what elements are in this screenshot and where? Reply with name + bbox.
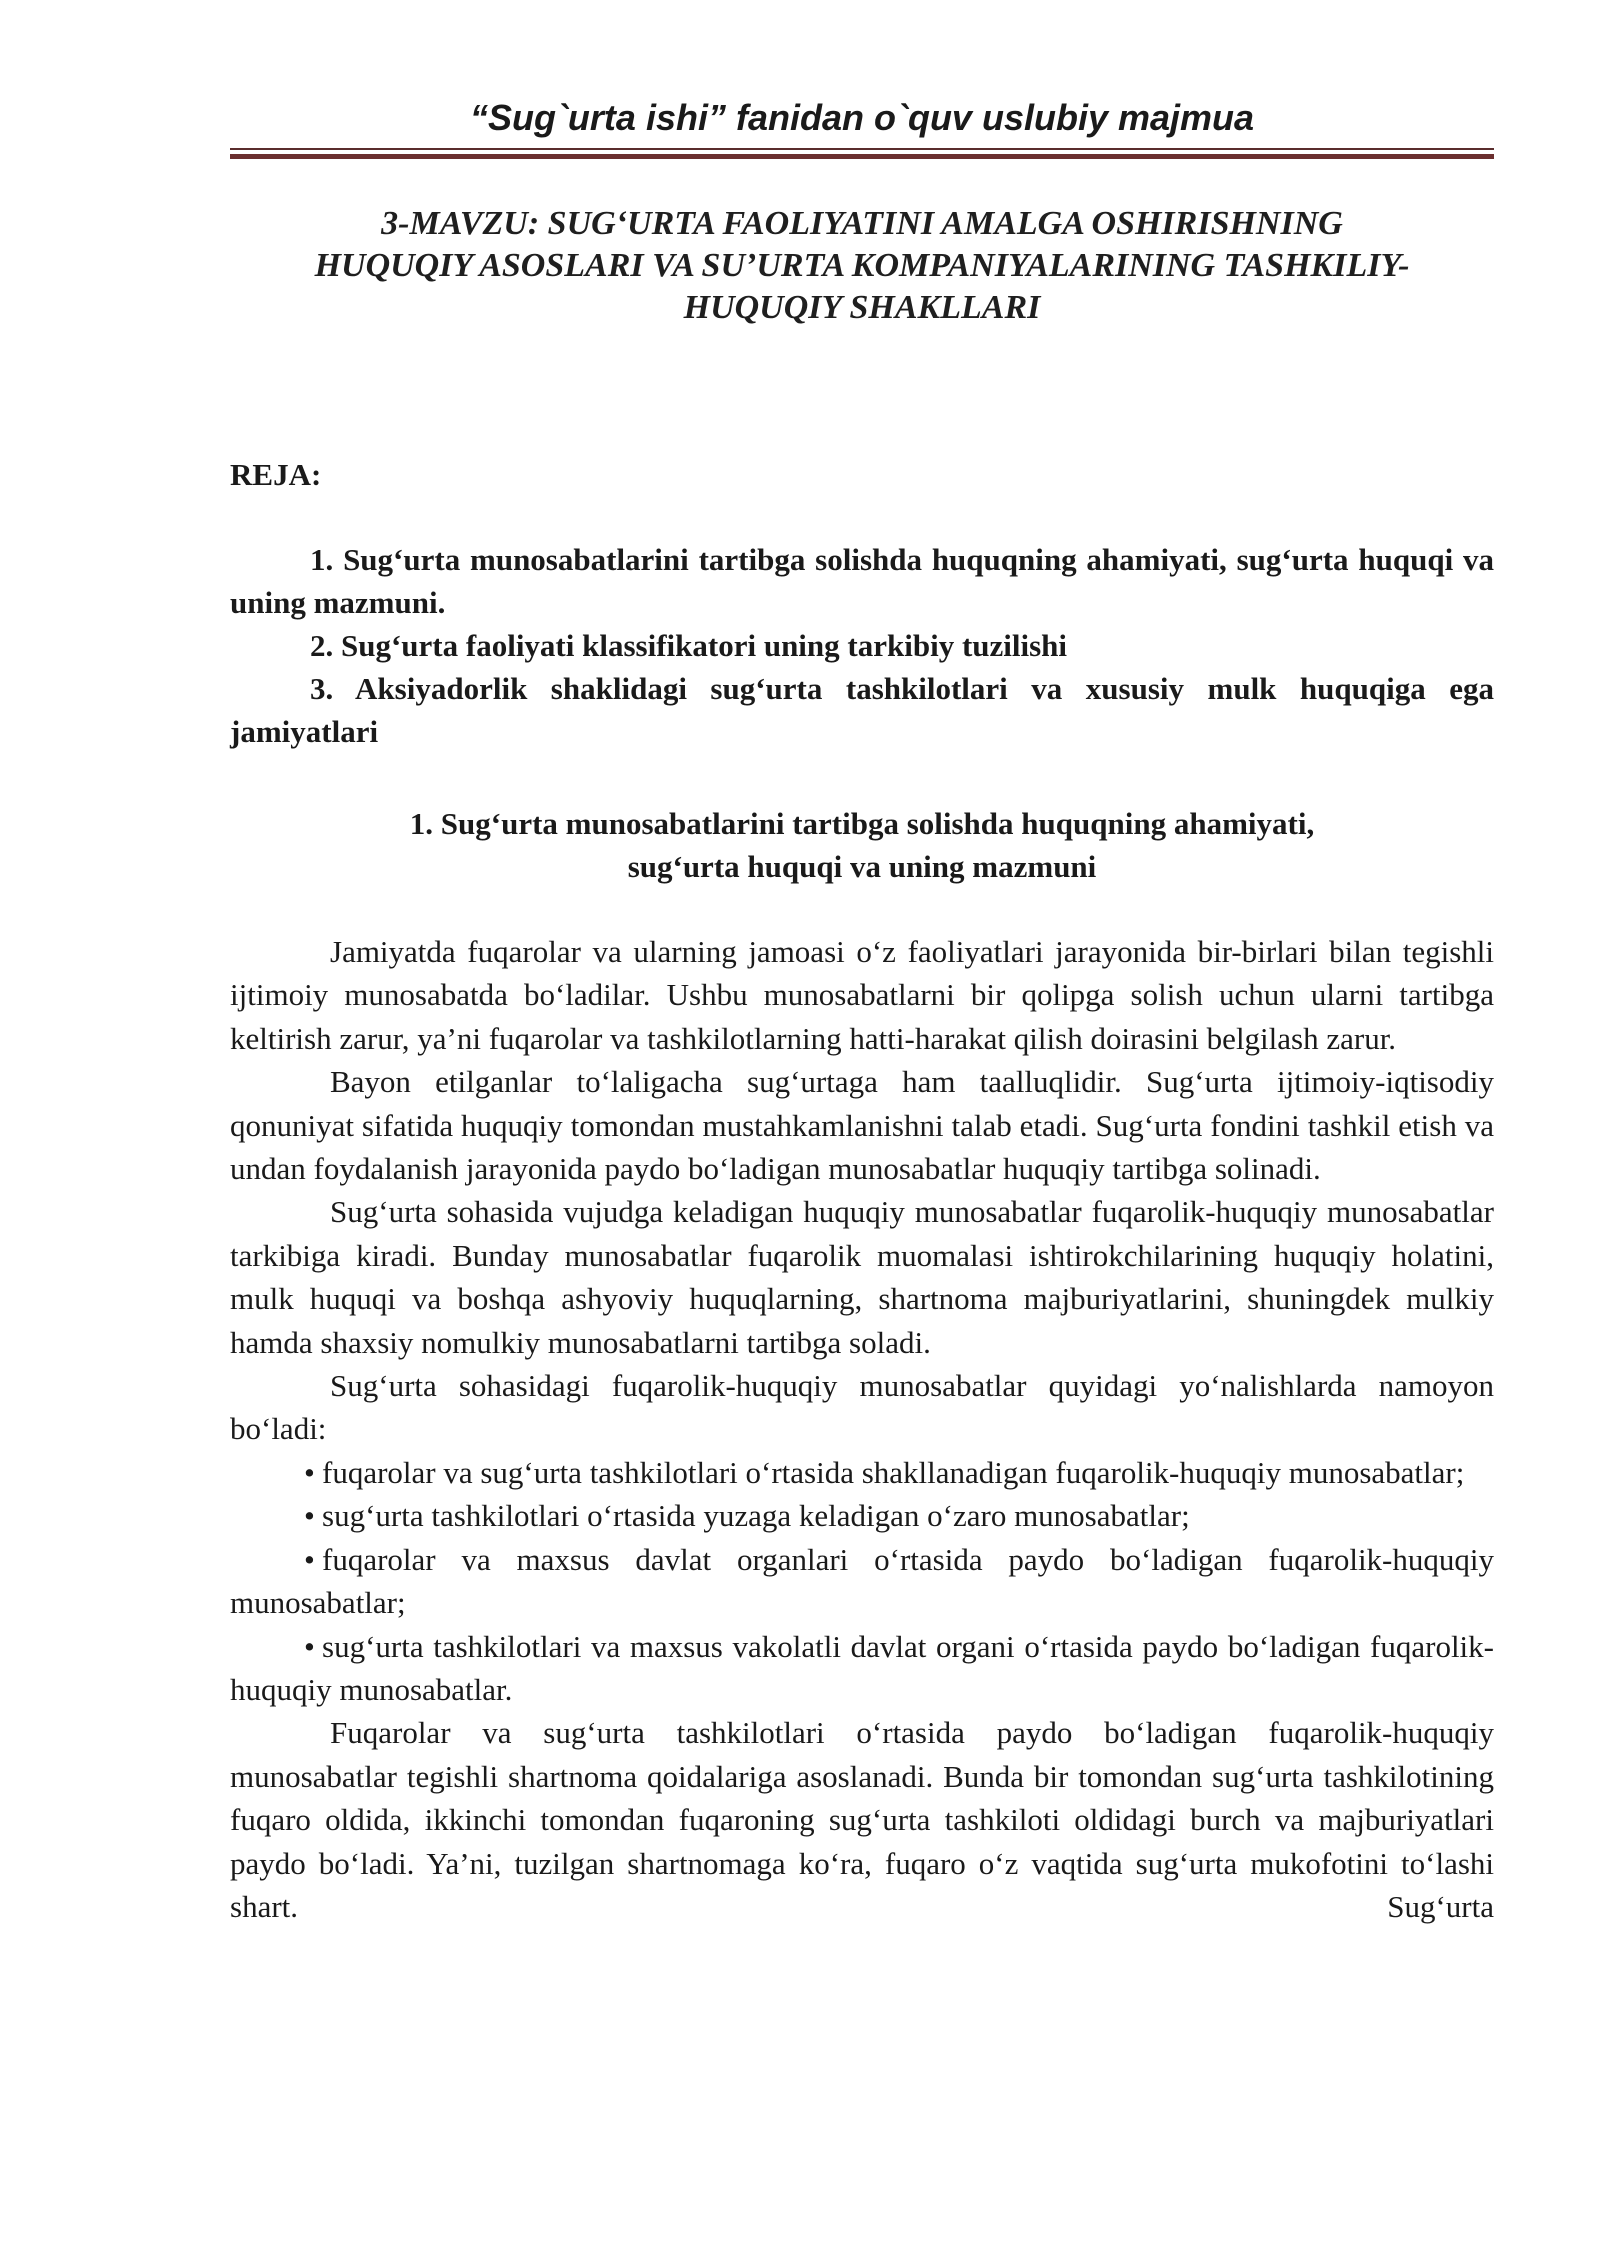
bullet-dot-icon: •: [304, 1454, 315, 1490]
header-rule-thin: [230, 148, 1494, 150]
plan-item: 2. Sug‘urta faoliyati klassifikatori uning tarkibiy tuzilishi: [310, 628, 1068, 663]
paragraph: Sug‘urta sohasidagi fuqarolik-huquqiy munosabatlar quyidagi yo‘nalishlarda namoyon bo‘ladi:: [230, 1368, 1494, 1447]
plan-list: [230, 538, 1494, 753]
paragraph: Sug‘urta sohasida vujudga keladigan huquqiy munosabatlar fuqarolik-huquqiy munosabatlar tarkibiga kiradi. Bunday munosabatlar fuqarolik muomalasi ishtirokchilarining huquqiy holatini, mulk huquqi va boshqa ashyoviy huquqlarning, shartnoma majburiyatlarini, shuningdek mulkiy hamda shaxsiy nomulkiy munosabatlarni tartibga soladi.: [230, 1194, 1494, 1360]
section-heading-line: sug‘urta huquqi va uning mazmuni: [627, 849, 1097, 884]
bullet-dot-icon: •: [304, 1628, 315, 1664]
paragraph: Bayon etilganlar to‘laligacha sug‘urtaga ham taalluqlidir. Sug‘urta ijtimoiy-iqtisodiy qonuniyat sifatida huquqiy tomondan mustahkamlanishni talab etadi. Sug‘urta fondini tashkil etish va undan foydalanish jarayonida paydo bo‘ladigan munosabatlar huquqiy tartibga solinadi.: [230, 1064, 1494, 1187]
bullet-dot-icon: •: [304, 1498, 315, 1534]
bullet-item: [230, 1494, 1494, 1537]
header-rule-thick: [230, 154, 1494, 159]
bullet-item: [230, 1538, 1494, 1625]
bullet-text: fuqarolar va sug‘urta tashkilotlari o‘rtasida shakllanadigan fuqarolik-huquqiy munosabatlar;: [322, 1454, 1465, 1490]
paragraph: Fuqarolar va sug‘urta tashkilotlari o‘rtasida paydo bo‘ladigan fuqarolik-huquqiy munosabatlar tegishli shartnoma qoidalariga asoslanadi. Bunda bir tomondan sug‘urta tashkilotining fuqaro oldida, ikkinchi tomondan fuqaroning sug‘urta tashkiloti oldidagi burch va majburiyatlari paydo bo‘ladi. Ya’ni, tuzilgan shartnomaga ko‘ra, fuqaro o‘z vaqtida sug‘urta mukofotini to‘lashi shart. Sug‘urta: [230, 1715, 1494, 1924]
plan-item: 3. Aksiyadorlik shaklidagi sug‘urta tashkilotlari va xususiy mulk huquqiga ega jamiyatlari: [230, 671, 1494, 749]
body-text: [230, 930, 1494, 1928]
plan-label: REJA:: [230, 457, 322, 492]
running-header: “Sug`urta ishi” fanidan o`quv uslubiy majmua: [469, 97, 1255, 138]
bullet-text: sug‘urta tashkilotlari va maxsus vakolatli davlat organi o‘rtasida paydo bo‘ladigan fuqarolik-huquqiy munosabatlar.: [230, 1628, 1494, 1707]
bullet-item: [230, 1625, 1494, 1712]
bullet-text: fuqarolar va maxsus davlat organlari o‘rtasida paydo bo‘ladigan fuqarolik-huquqiy munosabatlar;: [230, 1541, 1494, 1621]
topic-title-line: HUQUQIY ASOSLARI VA SU’URTA KOMPANIYALARINING TASHKILIY-: [314, 247, 1410, 284]
bullet-text: sug‘urta tashkilotlari o‘rtasida yuzaga keladigan o‘zaro munosabatlar;: [322, 1498, 1190, 1534]
plan-item: 1. Sug‘urta munosabatlarini tartibga solishda huquqning ahamiyati, sug‘urta huquqi va uning mazmuni.: [230, 542, 1494, 620]
topic-title: [230, 203, 1494, 329]
section-heading: [230, 802, 1494, 888]
paragraph: Jamiyatda fuqarolar va ularning jamoasi o‘z faoliyatlari jarayonida bir-birlari bilan tegishli ijtimoiy munosabatda bo‘ladilar. Ushbu munosabatlarni bir qolipga solish uchun ularni tartibga keltirish zarur, ya’ni fuqarolar va tashkilotlarning hatti-harakat qilish doirasini belgilash zarur.: [230, 934, 1494, 1056]
bullet-item: [230, 1451, 1494, 1494]
topic-title-line: HUQUQIY SHAKLLARI: [683, 289, 1041, 326]
section-heading-line: 1. Sug‘urta munosabatlarini tartibga solishda huquqning ahamiyati,: [409, 806, 1315, 841]
topic-title-line: 3-MAVZU: SUG‘URTA FAOLIYATINI AMALGA OSHIRISHNING: [381, 205, 1343, 242]
bullet-dot-icon: •: [304, 1541, 315, 1577]
